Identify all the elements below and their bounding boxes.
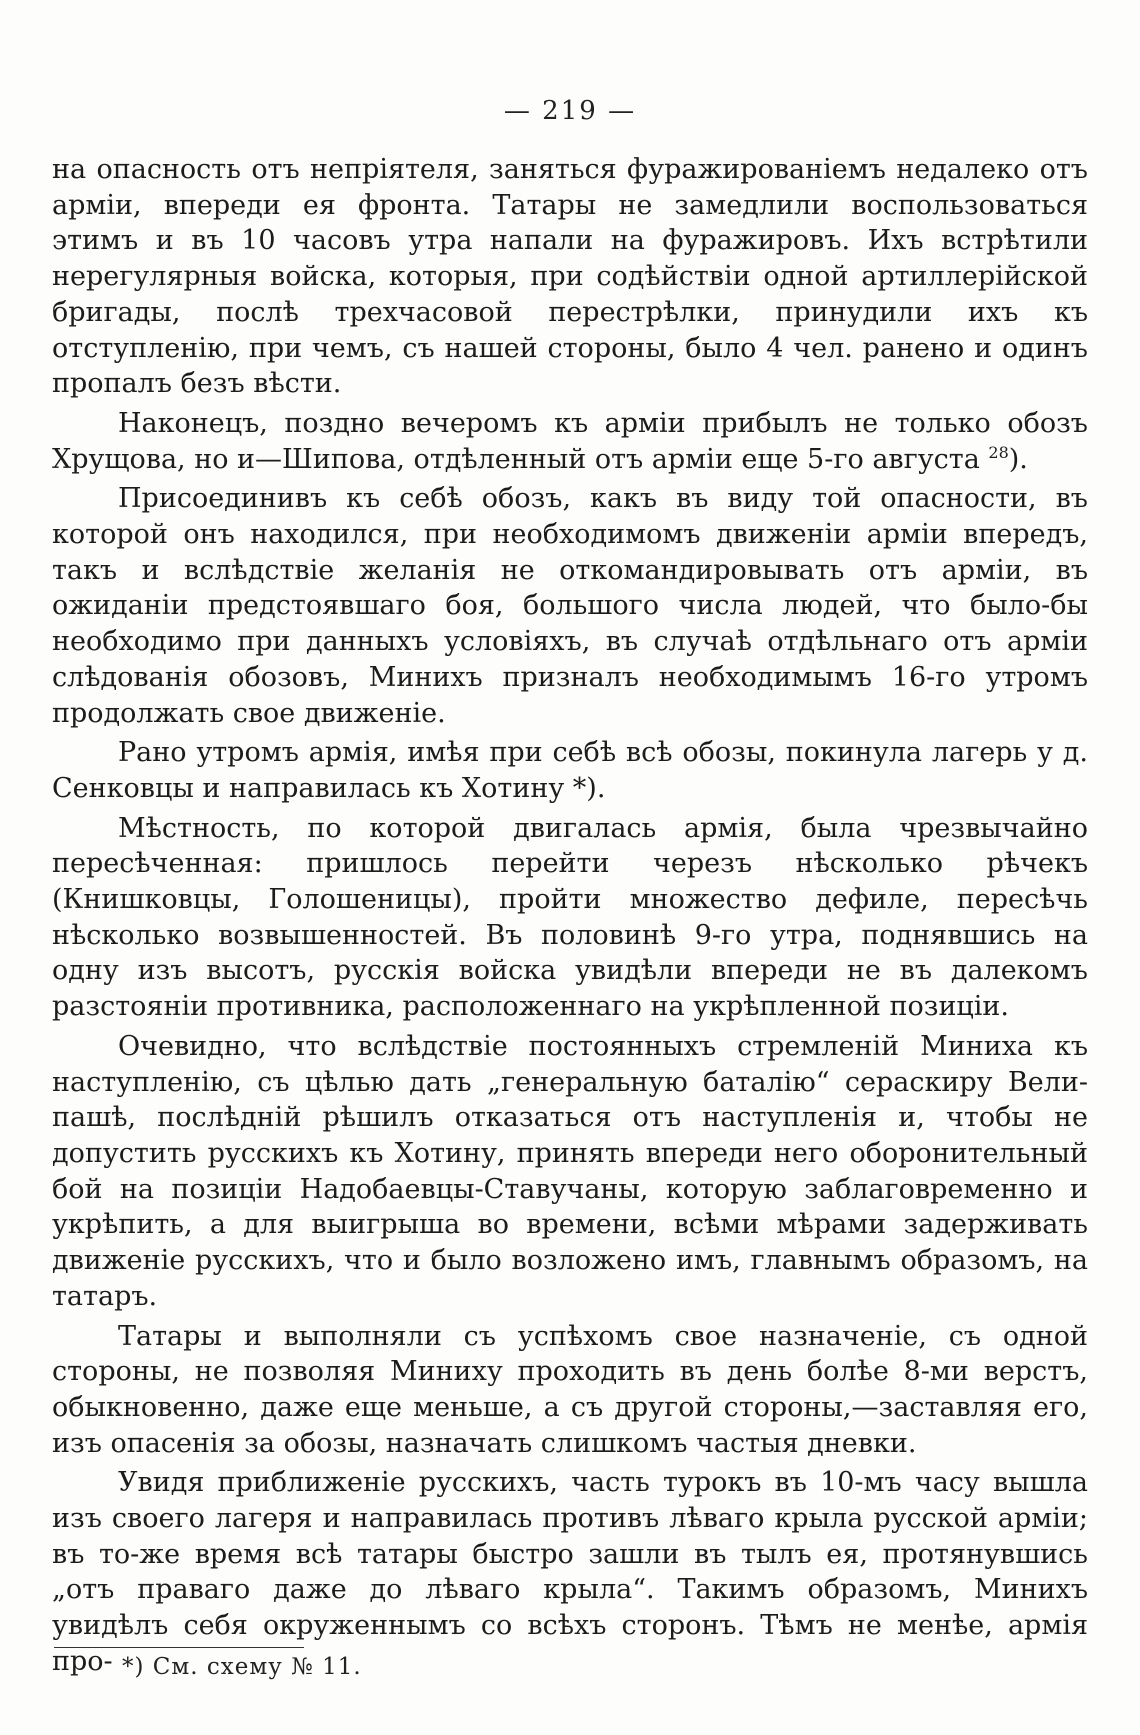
footnote-divider — [54, 1647, 304, 1648]
text-body — [52, 152, 1088, 1684]
paragraph: Очевидно, что вслѣдствіе постоянныхъ стремленій Миниха къ наступленію, съ цѣлью дать „генеральную баталію“ сераскиру Вели-пашѣ, послѣдній рѣшилъ отказаться отъ наступленія и, чтобы не допустить русскихъ къ Хотину, принять впереди него оборонительный бой на позиціи Надобаевцы-Ставучаны, которую заблаговременно и укрѣпить, а для выигрыша во времени, всѣми мѣрами задерживать движеніе русскихъ, что и было возложено имъ, главнымъ образомъ, на татаръ. — [52, 1030, 1088, 1312]
paragraph: на опасность отъ непріятеля, заняться фуражированіемъ недалеко отъ арміи, впереди ея фронта. Татары не замедлили воспользоваться этимъ и въ 10 часовъ утра напали на фуражировъ. Ихъ встрѣтили нерегулярныя войска, которыя, при содѣйствіи одной артиллерійской бригады, послѣ трехчасовой перестрѣлки, принудили ихъ къ отступленію, при чемъ, съ нашей стороны, было 4 чел. ранено и одинъ пропалъ безъ вѣсти. — [52, 154, 1088, 400]
paragraph-tail: ). — [1008, 443, 1028, 475]
paragraph: Увидя приближеніе русскихъ, часть турокъ въ 10-мъ часу вышла изъ своего лагеря и направилась противъ лѣваго крыла русской арміи; въ то-же время всѣ татары быстро зашли въ тылъ ея, протянувшись „отъ праваго даже до лѣваго крыла“. Такимъ образомъ, Минихъ увидѣлъ себя окруженнымъ со всѣхъ сторонъ. Тѣмъ не менѣе, армія про- — [52, 1467, 1088, 1677]
paragraph: Мѣстность, по которой двигалась армія, была чрезвычайно пересѣченная: пришлось перейти черезъ нѣсколько рѣчекъ (Книшковцы, Голошеницы), пройти множество дефиле, пересѣчь нѣсколько возвышенностей. Въ половинѣ 9-го утра, поднявшись на одну изъ высотъ, русскія войска увидѣли впереди не въ далекомъ разстояніи противника, расположеннаго на укрѣпленной позиціи. — [52, 812, 1088, 1023]
paragraph: Присоединивъ къ себѣ обозъ, какъ въ виду той опасности, въ которой онъ находился, при необходимомъ движеніи арміи впередъ, такъ и вслѣдствіе желанія не откомандировывать отъ арміи, въ ожиданіи предстоявшаго боя, большого числа людей, что было-бы необходимо при данныхъ условіяхъ, въ случаѣ отдѣльнаго отъ арміи слѣдованія обозовъ, Минихъ призналъ необходимымъ 16-го утромъ продолжать свое движеніе. — [52, 483, 1088, 729]
footnote-reference: 28 — [988, 442, 1009, 462]
paragraph: Рано утромъ армія, имѣя при себѣ всѣ обозы, покинула лагерь у д. Сенковцы и направилась къ Хотину *). — [52, 737, 1088, 804]
paragraph: Татары и выполняли съ успѣхомъ свое назначеніе, съ одной стороны, не позволяя Миниху проходить въ день болѣе 8-ми верстъ, обыкновенно, даже еще меньше, а съ другой стороны,—заставляя его, изъ опасенія за обозы, назначать слишкомъ частыя дневки. — [52, 1320, 1088, 1459]
paragraph — [52, 406, 1088, 477]
page-number: — 219 — — [503, 96, 637, 126]
footnote: *) См. схему № 11. — [122, 1654, 362, 1680]
paragraph-text: Наконецъ, поздно вечеромъ къ арміи прибылъ не только обозъ Хрущова, но и—Шипова, отдѣленный отъ арміи еще 5-го августа — [52, 407, 1088, 475]
